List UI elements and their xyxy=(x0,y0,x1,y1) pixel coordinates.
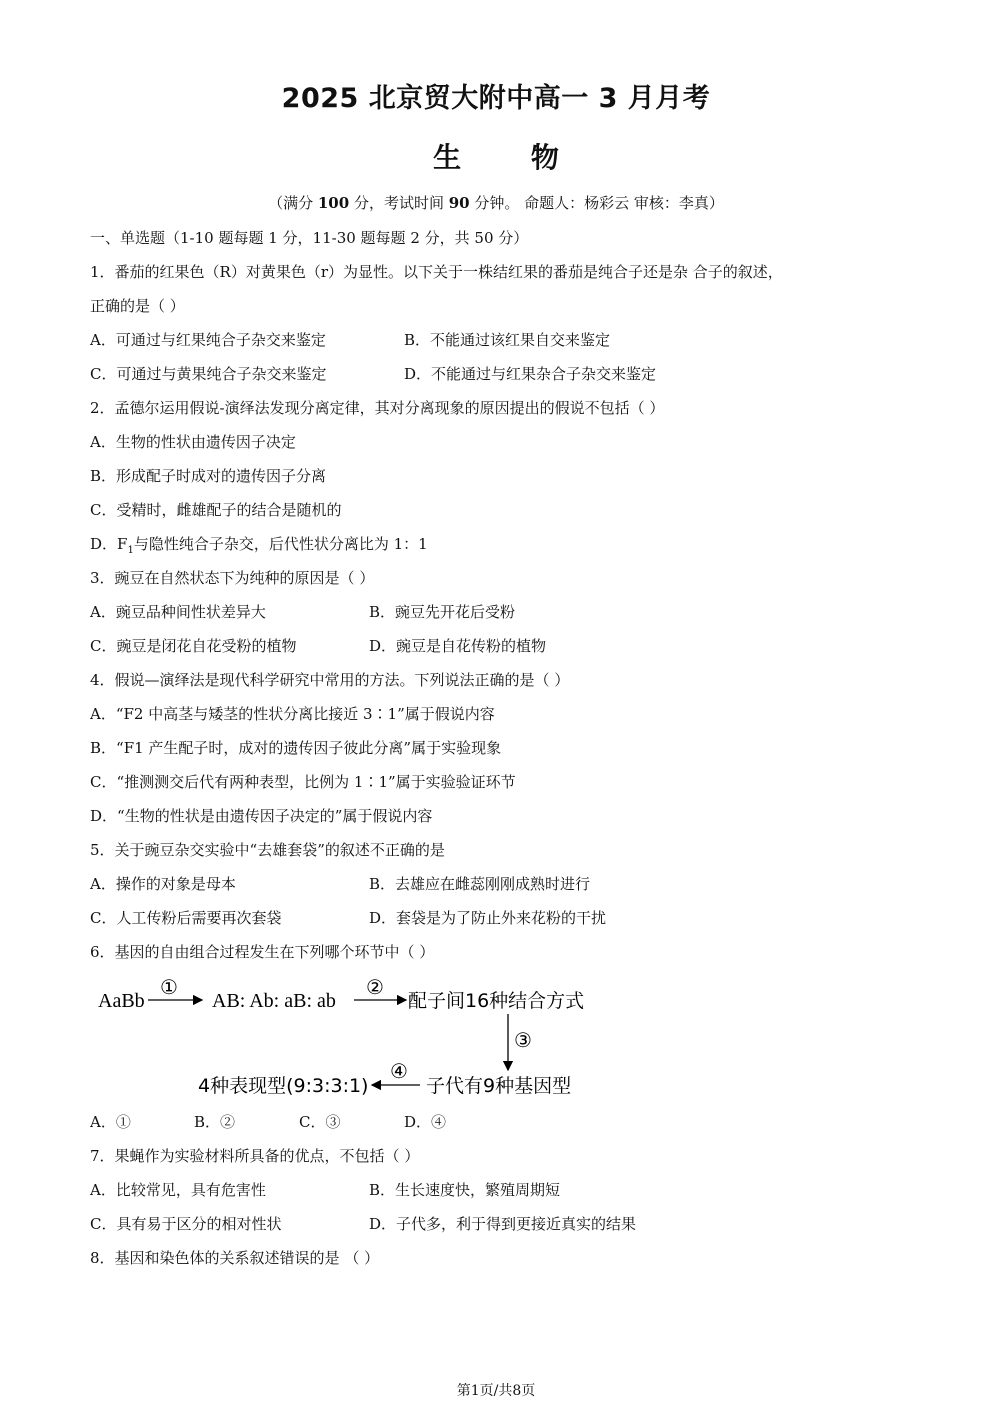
q5-option-c: C．人工传粉后需要再次套袋 xyxy=(90,909,282,927)
q3-option-c: C．豌豆是闭花自花受粉的植物 xyxy=(90,637,297,655)
q2-option-d-pre: D．F xyxy=(90,535,128,553)
diagram-combinations: 配子间16种结合方式 xyxy=(408,990,585,1012)
page-title: 2025 北京贸大附中高一 3 月月考 xyxy=(281,83,711,114)
exam-info-text: 分，考试时间 xyxy=(349,194,449,212)
q3-option-b: B．豌豆先开花后受粉 xyxy=(369,603,516,621)
diagram-genotypes: 子代有9种基因型 xyxy=(426,1075,572,1097)
diagram-step-1: ① xyxy=(160,977,178,999)
question-3-stem: 3．豌豆在自然状态下为纯种的原因是（ ） xyxy=(90,569,375,587)
question-4-stem: 4．假说—演绎法是现代科学研究中常用的方法。下列说法正确的是（ ） xyxy=(90,671,570,689)
subject-char-1: 生 xyxy=(433,141,462,174)
exam-score: 100 xyxy=(317,194,350,212)
q6-option-a: A．① xyxy=(90,1113,131,1131)
gene-combination-diagram xyxy=(90,972,630,1100)
q4-option-a: A．“F2 中高茎与矮茎的性状分离比接近 3∶1”属于假说内容 xyxy=(90,705,495,723)
question-1-stem-cont: 正确的是（ ） xyxy=(90,297,185,315)
q5-option-d: D．套袋是为了防止外来花粉的干扰 xyxy=(369,909,607,927)
q5-option-a: A．操作的对象是母本 xyxy=(90,875,236,893)
q2-option-d xyxy=(90,534,428,561)
exam-time: 90 xyxy=(448,194,470,212)
q6-option-b: B．② xyxy=(194,1113,236,1131)
q7-option-a: A．比较常见，具有危害性 xyxy=(90,1181,266,1199)
q4-option-d: D．“生物的性状是由遗传因子决定的”属于假说内容 xyxy=(90,807,433,825)
exam-info-text: 分钟。 命题人：杨彩云 审核：李真） xyxy=(469,194,724,212)
question-8-stem: 8．基因和染色体的关系叙述错误的是 （ ） xyxy=(90,1249,380,1267)
q3-option-a: A．豌豆品种间性状差异大 xyxy=(90,603,266,621)
q1-option-b: B．不能通过该红果自交来鉴定 xyxy=(404,331,611,349)
diagram-step-2: ② xyxy=(366,977,384,999)
exam-info xyxy=(0,192,992,213)
question-1-stem: 1．番茄的红果色（R）对黄果色（r）为显性。以下关于一株结红果的番茄是纯合子还是杂 合子的叙述， xyxy=(90,263,783,281)
q7-option-d: D．子代多，利于得到更接近真实的结果 xyxy=(369,1215,637,1233)
diagram-step-3: ③ xyxy=(514,1030,532,1052)
question-7-stem: 7．果蝇作为实验材料所具备的优点，不包括（ ） xyxy=(90,1147,420,1165)
question-6-stem: 6．基因的自由组合过程发生在下列哪个环节中（ ） xyxy=(90,943,435,961)
exam-info-text: （满分 xyxy=(268,194,318,212)
diagram-gametes: AB: Ab: aB: ab xyxy=(212,990,336,1012)
q2-option-c: C．受精时，雌雄配子的结合是随机的 xyxy=(90,501,342,519)
diagram-step-4: ④ xyxy=(390,1061,408,1083)
q7-option-c: C．具有易于区分的相对性状 xyxy=(90,1215,282,1233)
q1-option-c: C．可通过与黄果纯合子杂交来鉴定 xyxy=(90,365,327,383)
q3-option-d: D．豌豆是自花传粉的植物 xyxy=(369,637,547,655)
q6-option-d: D．④ xyxy=(404,1113,447,1131)
section-heading: 一、单选题（1-10 题每题 1 分，11-30 题每题 2 分，共 50 分） xyxy=(90,229,529,247)
q2-option-d-post: 与隐性纯合子杂交，后代性状分离比为 1：1 xyxy=(133,535,428,553)
q5-option-b: B．去雄应在雌蕊刚刚成熟时进行 xyxy=(369,875,591,893)
question-2-stem: 2．孟德尔运用假说-演绎法发现分离定律，其对分离现象的原因提出的假说不包括（ ） xyxy=(90,399,665,417)
q4-option-c: C．“推测测交后代有两种表型，比例为 1∶1”属于实验验证环节 xyxy=(90,773,516,791)
q2-option-a: A．生物的性状由遗传因子决定 xyxy=(90,433,296,451)
q6-option-c: C．③ xyxy=(299,1113,341,1131)
question-5-stem: 5．关于豌豆杂交实验中“去雄套袋”的叙述不正确的是 xyxy=(90,841,445,859)
diagram-phenotypes: 4种表现型(9:3:3:1) xyxy=(198,1075,369,1097)
diagram-start: AaBb xyxy=(98,990,145,1012)
page-number: 第1页/共8页 xyxy=(456,1383,536,1399)
q2-option-d-sub: 1 xyxy=(127,545,134,556)
q1-option-d: D．不能通过与红果杂合子杂交来鉴定 xyxy=(404,365,657,383)
q7-option-b: B．生长速度快，繁殖周期短 xyxy=(369,1181,561,1199)
q1-option-a: A．可通过与红果纯合子杂交来鉴定 xyxy=(90,331,326,349)
q4-option-b: B．“F1 产生配子时，成对的遗传因子彼此分离”属于实验现象 xyxy=(90,739,502,757)
subject-char-2: 物 xyxy=(530,141,559,174)
q2-option-b: B．形成配子时成对的遗传因子分离 xyxy=(90,467,327,485)
subject-title xyxy=(0,136,992,176)
